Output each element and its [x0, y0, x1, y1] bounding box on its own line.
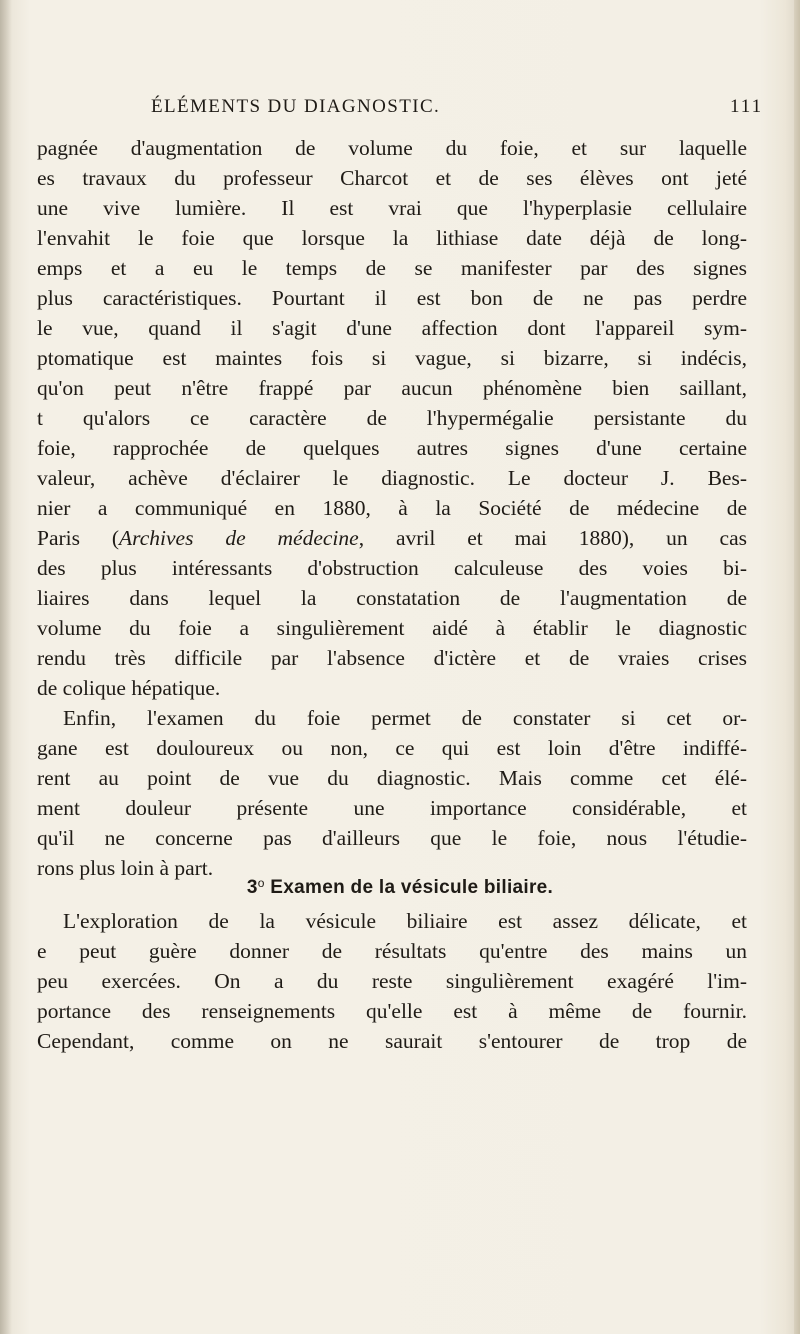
text-line: e peut guère donner de résultats qu'entre des mains un [37, 939, 747, 963]
text-line: ptomatique est maintes fois si vague, si bizarre, si indécis, [37, 346, 747, 370]
text-line: portance des renseignements qu'elle est à même de fournir. [37, 999, 747, 1023]
citation-suffix: , avril et mai 1880), un cas [358, 526, 747, 550]
text-line: de colique hépatique. [37, 676, 221, 700]
text-line: des plus intéressants d'obstruction calculeuse des voies bi- [37, 556, 747, 580]
text-line: qu'on peut n'être frappé par aucun phénomène bien saillant, [37, 376, 747, 400]
text-line: rendu très difficile par l'absence d'ictère et de vraies crises [37, 646, 747, 670]
section-title: Examen de la vésicule biliaire. [270, 877, 554, 898]
text-line: Cependant, comme on ne saurait s'entourer de trop de [37, 1029, 747, 1053]
text-line: L'exploration de la vésicule biliaire est assez délicate, et [63, 909, 747, 933]
gutter-shadow [0, 0, 12, 1334]
text-line-with-citation [37, 523, 747, 553]
body-text-upper [37, 133, 747, 883]
section-number: 3 [246, 877, 258, 898]
page-number: 111 [730, 96, 764, 117]
text-line: l'envahit le foie que lorsque la lithiase date déjà de long- [37, 226, 747, 250]
text-line: es travaux du professeur Charcot et de ses élèves ont jeté [37, 166, 747, 190]
text-line: rons plus loin à part. [37, 856, 214, 880]
text-line: rent au point de vue du diagnostic. Mais comme cet élé- [37, 766, 747, 790]
citation-prefix: Paris ( [37, 526, 120, 550]
running-head [0, 96, 800, 126]
text-line: liaires dans lequel la constatation de l'augmentation de [37, 586, 747, 610]
text-line: Enfin, l'examen du foie permet de constater si cet or- [63, 706, 747, 730]
journal-title: Archives de médecine [119, 526, 359, 550]
section-heading [0, 868, 800, 898]
text-line: ment douleur présente une importance considérable, et [37, 796, 747, 820]
text-line: une vive lumière. Il est vrai que l'hyperplasie cellulaire [37, 196, 747, 220]
text-line: emps et a eu le temps de se manifester par des signes [37, 256, 747, 280]
text-line: nier a communiqué en 1880, à la Société de médecine de [37, 496, 747, 520]
page-edge [794, 0, 800, 1334]
text-line: gane est douloureux ou non, ce qui est loin d'être indiffé- [37, 736, 747, 760]
text-line: qu'il ne concerne pas d'ailleurs que le foie, nous l'étudie- [37, 826, 747, 850]
text-line: peu exercées. On a du reste singulièrement exagéré l'im- [37, 969, 747, 993]
running-head-title: ÉLÉMENTS DU DIAGNOSTIC. [151, 96, 441, 117]
text-line: le vue, quand il s'agit d'une affection dont l'appareil sym- [37, 316, 747, 340]
section-number-superscript: o [257, 876, 265, 890]
body-text-lower [37, 906, 747, 1056]
text-line: foie, rapprochée de quelques autres signes d'une certaine [37, 436, 747, 460]
text-line: plus caractéristiques. Pourtant il est bon de ne pas perdre [37, 286, 747, 310]
text-line: pagnée d'augmentation de volume du foie, et sur laquelle [37, 136, 747, 160]
text-line: valeur, achève d'éclairer le diagnostic. Le docteur J. Bes- [37, 466, 747, 490]
text-line: t qu'alors ce caractère de l'hypermégalie persistante du [37, 406, 747, 430]
text-line: volume du foie a singulièrement aidé à établir le diagnostic [37, 616, 747, 640]
